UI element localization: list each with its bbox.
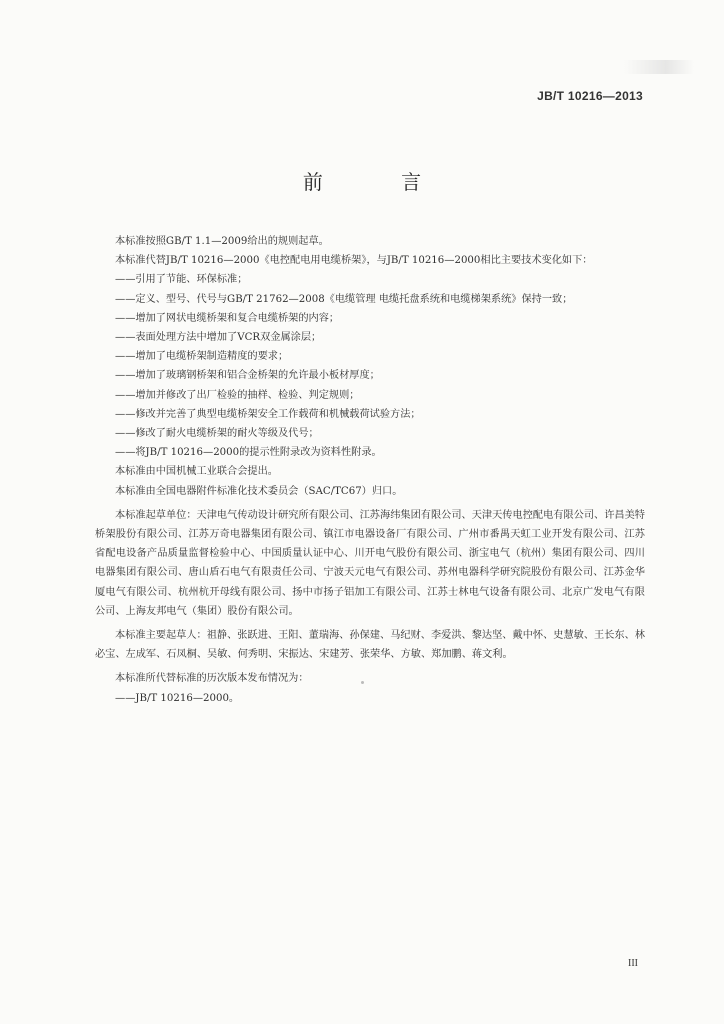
change-item: ——增加了玻璃钢桥架和铝合金桥架的允许最小板材厚度； bbox=[115, 370, 380, 382]
change-item: ——增加并修改了出厂检验的抽样、检验、判定规则； bbox=[115, 389, 360, 401]
drafters: 本标准主要起草人：祖静、张跃进、王阳、董瑞海、孙保建、马纪财、李爱洪、黎达坚、戴中怀、史慧敏、王长东、林必宝、左成军、石凤桐、吴敏、何秀明、宋振达、宋建芳、张荣华、方敏、郑加鹏、蒋文利。 bbox=[95, 630, 645, 661]
foreword-line: 本标准代替JB/T 10216—2000《电控配电用电缆桥架》，与JB/T 10216—2000相比主要技术变化如下： bbox=[115, 255, 593, 267]
change-item: ——增加了电缆桥架制造精度的要求； bbox=[115, 351, 289, 363]
change-item: ——定义、型号、代号与GB/T 21762—2008《电缆管理 电缆托盘系统和电缆梯架系统》保持一致； bbox=[115, 293, 573, 305]
standard-code: JB/T 10216—2013 bbox=[537, 89, 643, 103]
page-title: 前 言 bbox=[302, 170, 458, 194]
change-item: ——修改了耐火电缆桥架的耐火等级及代号； bbox=[115, 428, 319, 440]
scan-noise bbox=[624, 60, 694, 74]
foreword-body bbox=[95, 232, 645, 708]
proposer-line: 本标准由中国机械工业联合会提出。 bbox=[115, 466, 278, 478]
change-item: ——表面处理方法中增加了VCR双金属涂层； bbox=[115, 332, 322, 344]
scan-speck bbox=[361, 681, 364, 684]
change-item: ——增加了网状电缆桥架和复合电缆桥架的内容； bbox=[115, 312, 340, 324]
change-item: ——将JB/T 10216—2000的提示性附录改为资料性附录。 bbox=[115, 447, 382, 459]
history-intro: 本标准所代替标准的历次版本发布情况为： bbox=[115, 673, 309, 685]
foreword-line: 本标准按照GB/T 1.1—2009给出的规则起草。 bbox=[115, 236, 329, 247]
drafting-units: 本标准起草单位：天津电气传动设计研究所有限公司、江苏海纬集团有限公司、天津天传电控配电有限公司、许昌美特桥架股份有限公司、江苏万奇电器集团有限公司、镇江市电器设备厂有限公司、广州市番禺天虹工业开发有限公司、江苏省配电设备产品质量监督检验中心、中国质量认证中心、川开电气股份有限公司、浙宝电气（杭州）集团有限公司、四川电器集团有限公司、唐山盾石电气有限责任公司、宁波天元电气有限公司、苏州电器科学研究院股份有限公司、江苏金华厦电气有限公司、杭州杭开母线有限公司、扬中市扬子铝加工有限公司、江苏士林电气设备有限公司、北京广发电气有限公司、上海友邦电气（集团）股份有限公司。 bbox=[95, 509, 645, 617]
change-item: ——引用了节能、环保标准； bbox=[115, 274, 248, 286]
centralized-line: 本标准由全国电器附件标准化技术委员会（SAC/TC67）归口。 bbox=[115, 485, 403, 497]
page-number: III bbox=[628, 958, 638, 969]
history-item: ——JB/T 10216—2000。 bbox=[115, 692, 240, 704]
change-item: ——修改并完善了典型电缆桥架安全工作载荷和机械载荷试验方法； bbox=[115, 408, 421, 420]
